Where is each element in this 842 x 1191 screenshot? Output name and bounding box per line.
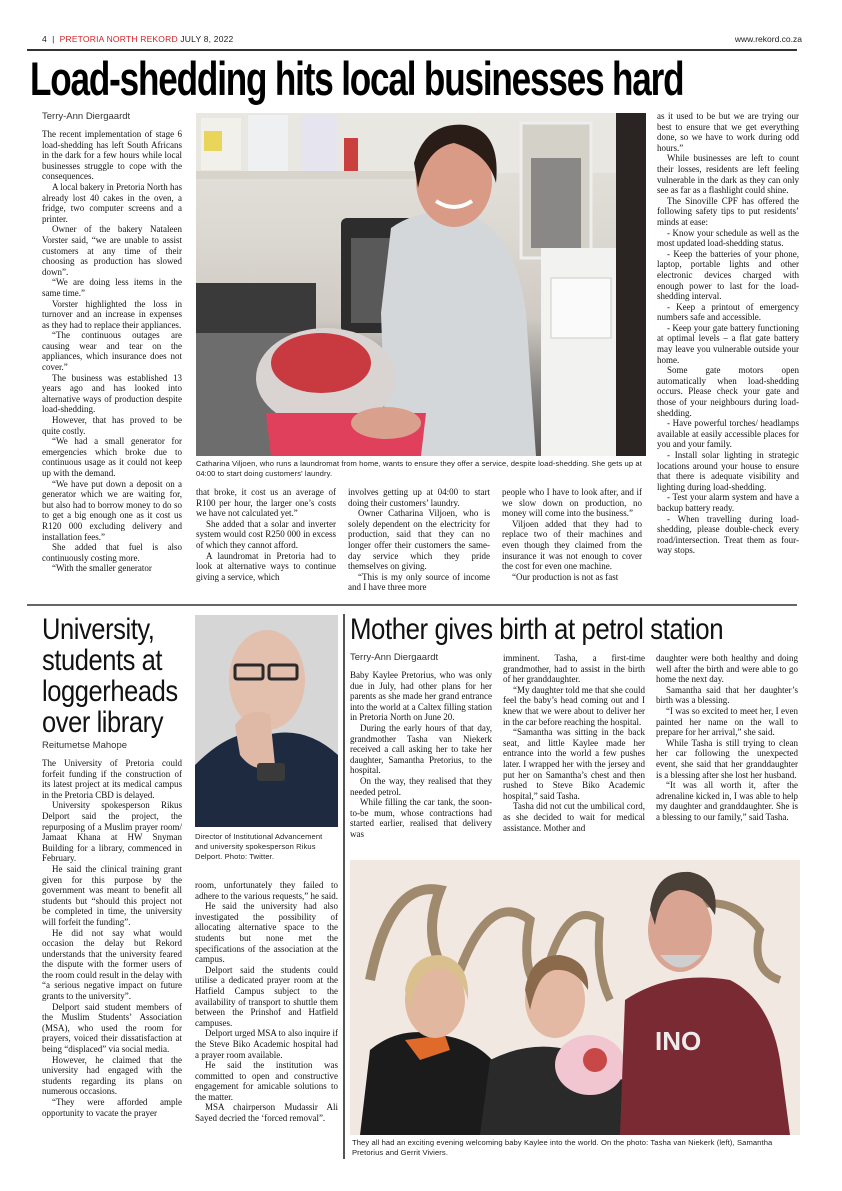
paragraph: imminent. Tasha, a first-time grandmother, had to assist in the birth of her granddaughter.	[503, 653, 645, 685]
safety-tip: - Keep a printout of emergency numbers safe and accessible.	[657, 301, 799, 323]
paragraph: involves getting up at 04:00 to start doing their customers’ laundry.	[348, 487, 490, 508]
article2-photo-caption: Director of Institutional Advancement and university spokesperson Rikus Delport. Photo: Twitter.	[195, 832, 323, 861]
folio	[42, 34, 233, 44]
article1-byline: Terry-Ann Diergaardt	[42, 111, 131, 122]
family-photo-illustration	[350, 860, 800, 1135]
article1-column-2	[196, 487, 336, 582]
article1-column-4	[502, 487, 642, 582]
safety-tip: - Install solar lighting in strategic locations around your house to ensure that there is adequate visibility and lighting during load-shedding.	[657, 450, 799, 492]
safety-tip: - Have powerful torches/ headlamps available at easily accessible places for you and your family.	[657, 418, 799, 450]
safety-tip: - When travelling during load-shedding, please double-check every road/intersection. Treat them as four-way stops.	[657, 513, 799, 556]
issue-date: JULY 8, 2022	[180, 34, 234, 44]
paragraph: Owner of the bakery Nataleen Vorster said, “we are unable to assist customers at any time of their choosing as production has slowed down”.	[42, 224, 182, 277]
paragraph: However, he claimed that the university had engaged with the students regarding its plans on numerous occasions.	[42, 1054, 182, 1097]
article1-column-1	[42, 129, 182, 574]
paragraph: He said the institution was committed to open and constructive engagement for amicable solutions to the matter.	[195, 1060, 338, 1102]
article-headline-load-shedding: Load-shedding hits local businesses hard	[30, 52, 684, 106]
column-divider	[343, 614, 345, 1159]
article1-column-5-safety-tips	[657, 111, 799, 556]
paragraph: “We had a small generator for emergencies which broke due to continuous usage as it could not keep up with the demand.	[42, 436, 182, 478]
paragraph: Samantha said that her daughter’s birth was a blessing.	[656, 684, 798, 706]
paragraph: that broke, it cost us an average of R100 per hour, the larger one’s costs we have not calculated yet.”	[196, 487, 336, 519]
paragraph: The recent implementation of stage 6 load-shedding has left South Africans in the dark for a few hours while local businesses struggle to cope with the consequences.	[42, 129, 182, 182]
paragraph: “This is my only source of income and I have three more	[348, 571, 490, 593]
article3-column-1	[350, 670, 492, 840]
laundromat-photo-illustration	[196, 113, 646, 456]
paragraph: “We have put down a deposit on a generator which we are waiting for, but also had to borrow money to do so to get a big enough one as it cost us R120 000 excluding delivery and installation fees.”	[42, 478, 182, 542]
article-headline-university: University, students at loggerheads over library	[42, 613, 178, 739]
article3-photo-caption: They all had an exciting evening welcoming baby Kaylee into the world. On the photo: Tasha van Niekerk (left), Samantha Pretorius and Gerrit Viviers.	[352, 1138, 773, 1157]
paragraph: He said the clinical training grant given for this purpose by the government was meant to benefit all students but “should this project not be completed in time, the university will forfeit the funding”.	[42, 863, 182, 927]
paragraph: The business was established 13 years ago and has looked into alternative ways of production despite load-shedding.	[42, 372, 182, 415]
paragraph: Vorster highlighted the loss in turnover and an increase in expenses as they had to replace their appliances.	[42, 298, 182, 330]
article-headline-mother-gives-birth: Mother gives birth at petrol station	[350, 613, 724, 646]
paragraph: She added that a solar and inverter system would cost R250 000 in excess of which they cannot afford.	[196, 518, 336, 550]
photo-rikus-delport	[195, 615, 338, 827]
paragraph: She added that fuel is also continuously costing more.	[42, 542, 182, 563]
paragraph: “It was all worth it, after the adrenaline kicked in, I was able to help my daughter and granddaughter. She is a blessing to our family,” said Tasha.	[656, 780, 798, 822]
paragraph: However, that has proved to be quite costly.	[42, 415, 182, 436]
article2-column-1	[42, 758, 182, 1118]
safety-tip: - Know your schedule as well as the most updated load-shedding status.	[657, 227, 799, 249]
article1-photo-caption: Catharina Viljoen, who runs a laundromat from home, wants to ensure they offer a service, despite load-shedding. She gets up at 04:00 to start doing customers' laundry.	[196, 459, 642, 478]
paragraph: He did not say what would occasion the delay but Rekord understands that the university feared the dispute with the former users of the room could result in the delay with “a serious negative impact on future grants to the university”.	[42, 927, 182, 1002]
paragraph: A laundromat in Pretoria had to look at alternative ways to continue giving a service, which	[196, 550, 336, 582]
header-rule	[27, 49, 797, 51]
paragraph: While businesses are left to count their losses, residents are left feeling vulnerable in the dark as they can only see as far as a flashlight could shine.	[657, 153, 799, 196]
article3-byline: Terry-Ann Diergaardt	[350, 652, 439, 663]
paragraph: The Sinoville CPF has offered the following safety tips to put residents’ minds at ease:	[657, 195, 799, 227]
section-divider	[27, 604, 797, 606]
paragraph: Delport said the students could utilise a dedicated prayer room at the Hatfield Campus subject to the availability of transport to shuttle them between the Prinshof and Hatfield campuses.	[195, 964, 338, 1028]
paragraph: Delport said student members of the Muslim Students’ Association (MSA), who used the room for prayers, voiced their dissatisfaction at being “displaced” via social media.	[42, 1001, 182, 1055]
publication-name: PRETORIA NORTH REKORD	[59, 34, 178, 44]
paragraph: “We are doing less items in the same time.”	[42, 277, 182, 298]
portrait-illustration	[195, 615, 338, 827]
paragraph: “Samantha was sitting in the back seat, and little Kaylee made her entrance into the world a few pushes later. I wrapped her with the jersey and put her on Samantha’s chest and then rushed to Steve Biko Academic hospital,” said Tasha.	[503, 727, 645, 801]
paragraph: He said the university had also investigated the possibility of allocating alternative space to the students but none met the specifications of the association at the campus.	[195, 901, 338, 965]
paragraph: During the early hours of that day, grandmother Tasha van Niekerk received a call asking her to take her daughter, Samantha Pretorius, to the hospital.	[350, 722, 492, 776]
paragraph: On the way, they realised that they needed petrol.	[350, 775, 492, 797]
paragraph: MSA chairperson Mudassir Ali Sayed decried the ‘forced removal”.	[195, 1102, 338, 1124]
safety-tip: - Keep your gate battery functioning at optimal levels – a flat gate battery may leave you vulnerable outside your home.	[657, 322, 799, 365]
article1-column-3	[348, 487, 490, 593]
website-url[interactable]: www.rekord.co.za	[734, 34, 802, 44]
article3-column-3	[656, 653, 798, 823]
safety-tip: - Keep the batteries of your phone, laptop, portable lights and other electronic devices charged with enough power to last for the load-shedding interval.	[657, 248, 799, 302]
paragraph: “I was so excited to meet her, I even painted her name on the wall to prepare for her arrival,” she said.	[656, 705, 798, 738]
paragraph: While Tasha is still trying to clean her car following the unexpected event, she said that her granddaughter is a blessing after she lost her husband.	[656, 737, 798, 780]
paragraph: While filling the car tank, the soon-to-be mum, whose contractions had started earlier, realised that delivery was	[350, 797, 492, 839]
photo-family-baby-kaylee	[350, 860, 800, 1135]
paragraph: as it used to be but we are trying our best to ensure that we get everything done, so we have to work during odd hours.”	[657, 111, 799, 153]
safety-tip: - Test your alarm system and have a backup battery ready.	[657, 492, 799, 513]
article3-column-2	[503, 653, 645, 833]
paragraph: A local bakery in Pretoria North has already lost 40 cakes in the oven, a fridge, two computer screens and a printer.	[42, 181, 182, 224]
paragraph: “My daughter told me that she could feel the baby’s head coming out and I knew that we were about to deliver her in the car before reaching the hospital.	[503, 684, 645, 727]
paragraph: Tasha did not cut the umbilical cord, as she decided to wait for medical assistance. Mother and	[503, 801, 645, 833]
paragraph: University spokesperson Rikus Delport said the project, the repurposing of a Muslim prayer room/ Jamaat Khana at HW Snyman Building for a library, commenced in February.	[42, 800, 182, 864]
paragraph: people who I have to look after, and if we slow down on production, no money will come into the business.”	[502, 487, 642, 519]
article2-byline: Reitumetse Mahope	[42, 740, 128, 751]
paragraph: “With the smaller generator	[52, 563, 152, 574]
folio-separator: |	[52, 34, 55, 44]
article2-column-2	[195, 880, 338, 1124]
paragraph: room, unfortunately they failed to adhere to the various requests,” he said.	[195, 880, 338, 901]
paragraph: Baby Kaylee Pretorius, who was only due in July, had other plans for her parents as she made her grand entrance into the world at a Caltex filling station in Pretoria North on June 20.	[350, 670, 492, 723]
paragraph: “Our production is not as fast	[512, 571, 619, 582]
paragraph: “They were afforded ample opportunity to vacate the prayer	[42, 1097, 182, 1118]
paragraph: Some gate motors open automatically when load-shedding occurs. Please check your gate and those of your neighbours during load-shedding.	[657, 365, 799, 418]
paragraph: daughter were both healthy and doing well after the birth and were able to go home the next day.	[656, 653, 798, 685]
svg-text:INO: INO	[655, 1026, 702, 1056]
paragraph: Viljoen added that they had to replace two of their machines and even though they claimed from the insurance it was not enough to cover the cost for even one machine.	[502, 518, 642, 572]
paragraph: Delport urged MSA to also inquire if the Steve Biko Academic hospital had a prayer room available.	[195, 1028, 338, 1060]
paragraph: The University of Pretoria could forfeit funding if the construction of its latest project at its medical campus in the Pretoria CBD is delayed.	[42, 758, 182, 800]
page-number: 4	[42, 34, 47, 44]
photo-catharina-viljoen	[196, 113, 646, 456]
paragraph: Owner Catharina Viljoen, who is solely dependent on the electricity for production, said that they can no longer offer their customers the same-day service which they pride themselves on giving.	[348, 508, 490, 572]
paragraph: “The continuous outages are causing wear and tear on the appliances, which insurance does not cover.”	[42, 330, 182, 373]
